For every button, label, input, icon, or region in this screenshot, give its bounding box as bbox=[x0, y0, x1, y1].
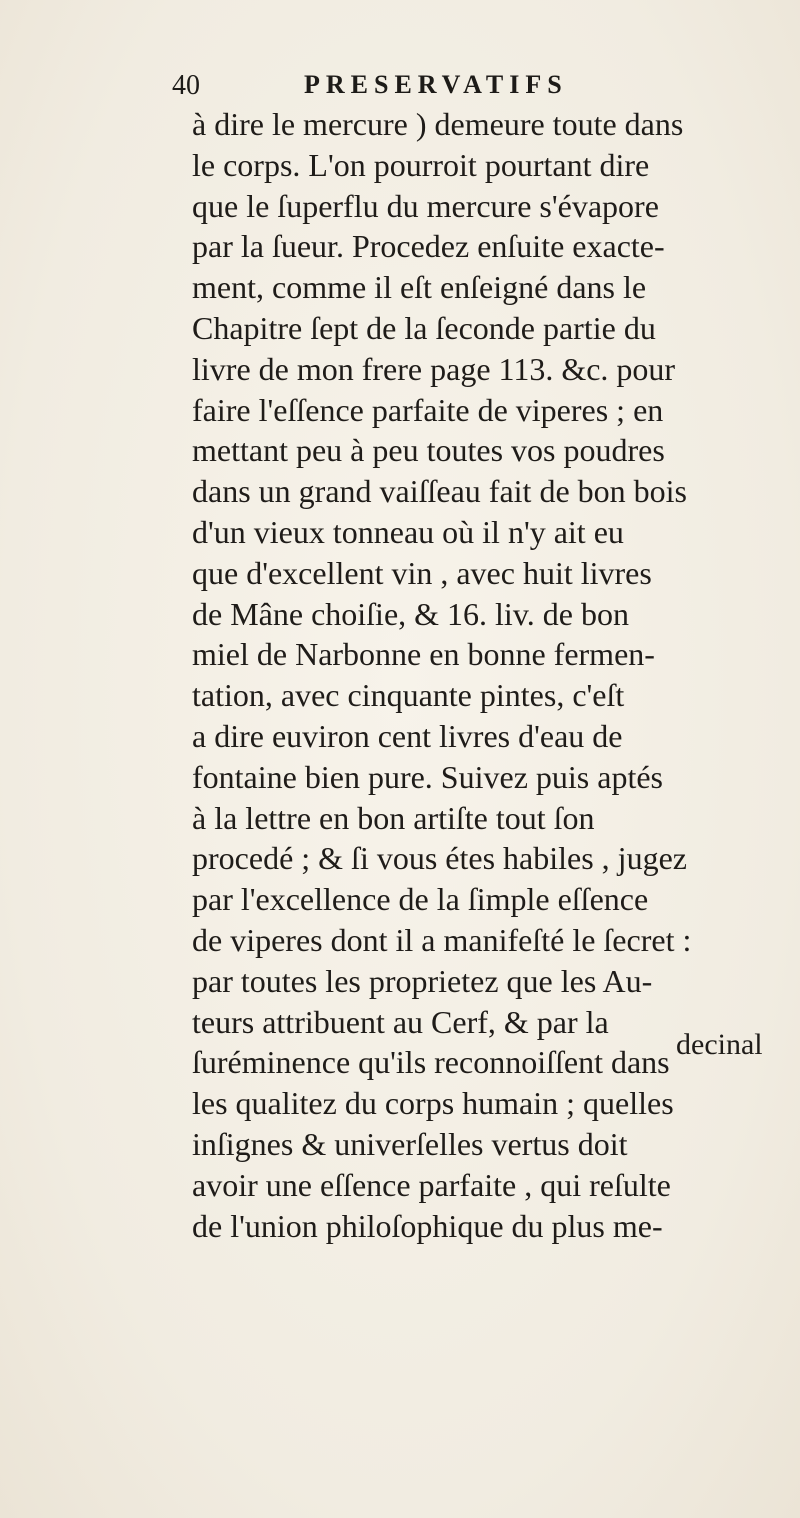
text-line: miel de Narbonne en bonne fermen- bbox=[192, 636, 655, 673]
catchword: decinal bbox=[676, 1028, 763, 1061]
text-line: par toutes les proprietez que les Au- bbox=[192, 962, 653, 999]
text-line: d'un vieux tonneau où il n'y ait eu bbox=[192, 513, 624, 550]
text-line: ſuréminence qu'ils reconnoiſſent dans bbox=[192, 1044, 670, 1081]
text-line: fontaine bien pure. Suivez puis aptés bbox=[192, 758, 663, 795]
text-line: procedé ; & ſi vous étes habiles , jugez bbox=[192, 840, 687, 877]
text-line: les qualitez du corps humain ; quelles bbox=[192, 1085, 674, 1122]
running-head: PRESERVATIFS bbox=[304, 70, 568, 99]
body-text bbox=[192, 104, 792, 1246]
text-line: que d'excellent vin , avec huit livres bbox=[192, 554, 652, 591]
text-line: mettant peu à peu toutes vos poudres bbox=[192, 432, 665, 469]
text-line: par la ſueur. Procedez enſuite exacte- bbox=[192, 228, 665, 265]
text-line: ment, comme il eſt enſeigné dans le bbox=[192, 269, 647, 306]
text-line: inſignes & univerſelles vertus doit bbox=[192, 1125, 628, 1162]
text-line: tation, avec cinquante pintes, c'eſt bbox=[192, 677, 625, 714]
text-line: a dire euviron cent livres d'eau de bbox=[192, 717, 623, 754]
text-line: à la lettre en bon artiſte tout ſon bbox=[192, 799, 595, 836]
text-line: de Mâne choiſie, & 16. liv. de bon bbox=[192, 595, 629, 632]
text-line: par l'excellence de la ſimple eſſence bbox=[192, 881, 649, 918]
text-line: Chapitre ſept de la ſeconde partie du bbox=[192, 309, 656, 346]
text-line: avoir une eſſence parfaite , qui reſulte bbox=[192, 1166, 671, 1203]
text-line: à dire le mercure ) demeure toute dans bbox=[192, 106, 684, 142]
text-line: dans un grand vaiſſeau fait de bon bois bbox=[192, 473, 687, 510]
text-line: livre de mon frere page 113. &c. pour bbox=[192, 350, 676, 387]
text-line: faire l'eſſence parfaite de viperes ; en bbox=[192, 391, 664, 428]
text-line: que le ſuperflu du mercure s'évapore bbox=[192, 187, 659, 224]
text-line: teurs attribuent au Cerf, & par la bbox=[192, 1003, 609, 1040]
text-line: le corps. L'on pourroit pourtant dire bbox=[192, 146, 650, 183]
text-line: de l'union philoſophique du plus me- bbox=[192, 1207, 663, 1244]
text-line: de viperes dont il a manifeſté le ſecret : bbox=[192, 921, 692, 958]
page-number: 40 bbox=[172, 70, 200, 101]
